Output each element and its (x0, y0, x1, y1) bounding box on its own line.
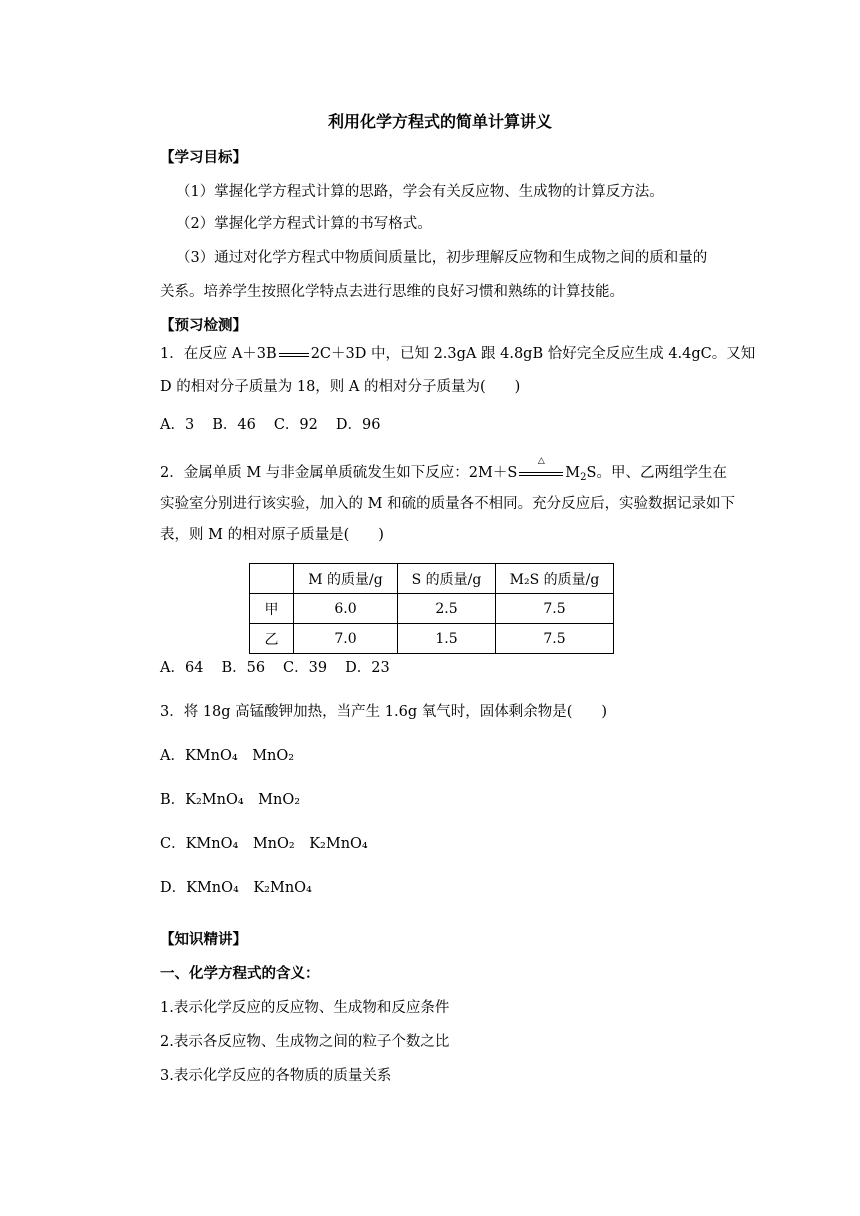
objective-item-1: （1）掌握化学方程式计算的思路，学会有关反应物、生成物的计算反方法。 (176, 184, 664, 200)
question-1-text-b: 2C＋3D 中，已知 2.3gA 跟 4.8gB 恰好完全反应生成 4.4gC。又知 (310, 346, 756, 362)
table-cell: 1.5 (398, 624, 496, 654)
question-3-option-d: D．KMnO₄ K₂MnO₄ (160, 880, 312, 896)
question-2-text-c: S。甲、乙两组学生在 (586, 465, 727, 481)
objectives-heading: 【学习目标】 (160, 150, 247, 166)
question-2-line-3: 表，则 M 的相对原子质量是( ) (160, 527, 384, 543)
equals-sign (277, 347, 311, 361)
section-1-heading: 一、化学方程式的含义： (160, 966, 320, 982)
page-title: 利用化学方程式的简单计算讲义 (328, 112, 553, 131)
table-header-cell: M 的质量/g (294, 564, 398, 594)
option-c: C．92 (273, 417, 318, 433)
question-1-line-1 (160, 344, 755, 364)
table-cell: 2.5 (398, 594, 496, 624)
question-3-stem: 3．将 18g 高锰酸钾加热，当产生 1.6g 氧气时，固体剩余物是( ) (160, 704, 608, 720)
question-1-options (160, 415, 398, 435)
question-1-text-a: 1．在反应 A＋3B (160, 346, 277, 362)
option-d: D．23 (345, 660, 390, 676)
table-cell: 6.0 (294, 594, 398, 624)
objective-item-2: （2）掌握化学方程式计算的书写格式。 (176, 216, 432, 232)
question-2-text-b: M (565, 465, 581, 481)
objective-item-3-cont: 关系。培养学生按照化学特点去进行思维的良好习惯和熟练的计算技能。 (160, 284, 624, 300)
subscript: 2 (580, 472, 587, 483)
table-row (250, 624, 614, 654)
question-1-line-2: D 的相对分子质量为 18，则 A 的相对分子质量为( ) (160, 379, 521, 395)
question-2-options (160, 658, 408, 678)
table-cell: 甲 (250, 594, 294, 624)
knowledge-heading: 【知识精讲】 (160, 932, 247, 948)
knowledge-point-2: 2.表示各反应物、生成物之间的粒子个数之比 (160, 1034, 450, 1050)
table-cell: 乙 (250, 624, 294, 654)
table-row (250, 594, 614, 624)
table-header-cell: S 的质量/g (398, 564, 496, 594)
knowledge-point-3: 3.表示化学反应的各物质的质量关系 (160, 1068, 392, 1084)
heat-condition-icon: △ (537, 456, 545, 466)
table-header-cell (250, 564, 294, 594)
option-d: D．96 (335, 417, 381, 433)
knowledge-point-1: 1.表示化学反应的反应物、生成物和反应条件 (160, 1000, 450, 1016)
data-table (249, 563, 614, 654)
table-cell: 7.5 (496, 594, 614, 624)
preview-heading: 【预习检测】 (160, 318, 247, 334)
option-b: B．56 (221, 660, 266, 676)
option-a: A．3 (160, 417, 195, 433)
reaction-arrow (517, 456, 565, 480)
table-header-row (250, 564, 614, 594)
table-cell: 7.5 (496, 624, 614, 654)
question-3-option-a: A．KMnO₄ MnO₂ (160, 748, 295, 764)
question-3-option-c: C．KMnO₄ MnO₂ K₂MnO₄ (160, 836, 368, 852)
question-2-line-1 (160, 456, 727, 483)
question-2-text-a: 2．金属单质 M 与非金属单质硫发生如下反应：2M＋S (160, 465, 518, 481)
table-cell: 7.0 (294, 624, 398, 654)
option-a: A．64 (160, 660, 204, 676)
objective-item-3: （3）通过对化学方程式中物质间质量比，初步理解反应物和生成物之间的质和量的 (176, 250, 708, 266)
option-b: B．46 (212, 417, 256, 433)
question-3-option-b: B．K₂MnO₄ MnO₂ (160, 792, 301, 808)
option-c: C．39 (283, 660, 328, 676)
question-2-line-2: 实验室分别进行该实验，加入的 M 和硫的质量各不相同。充分反应后，实验数据记录如下 (160, 496, 736, 512)
table-header-cell: M₂S 的质量/g (496, 564, 614, 594)
